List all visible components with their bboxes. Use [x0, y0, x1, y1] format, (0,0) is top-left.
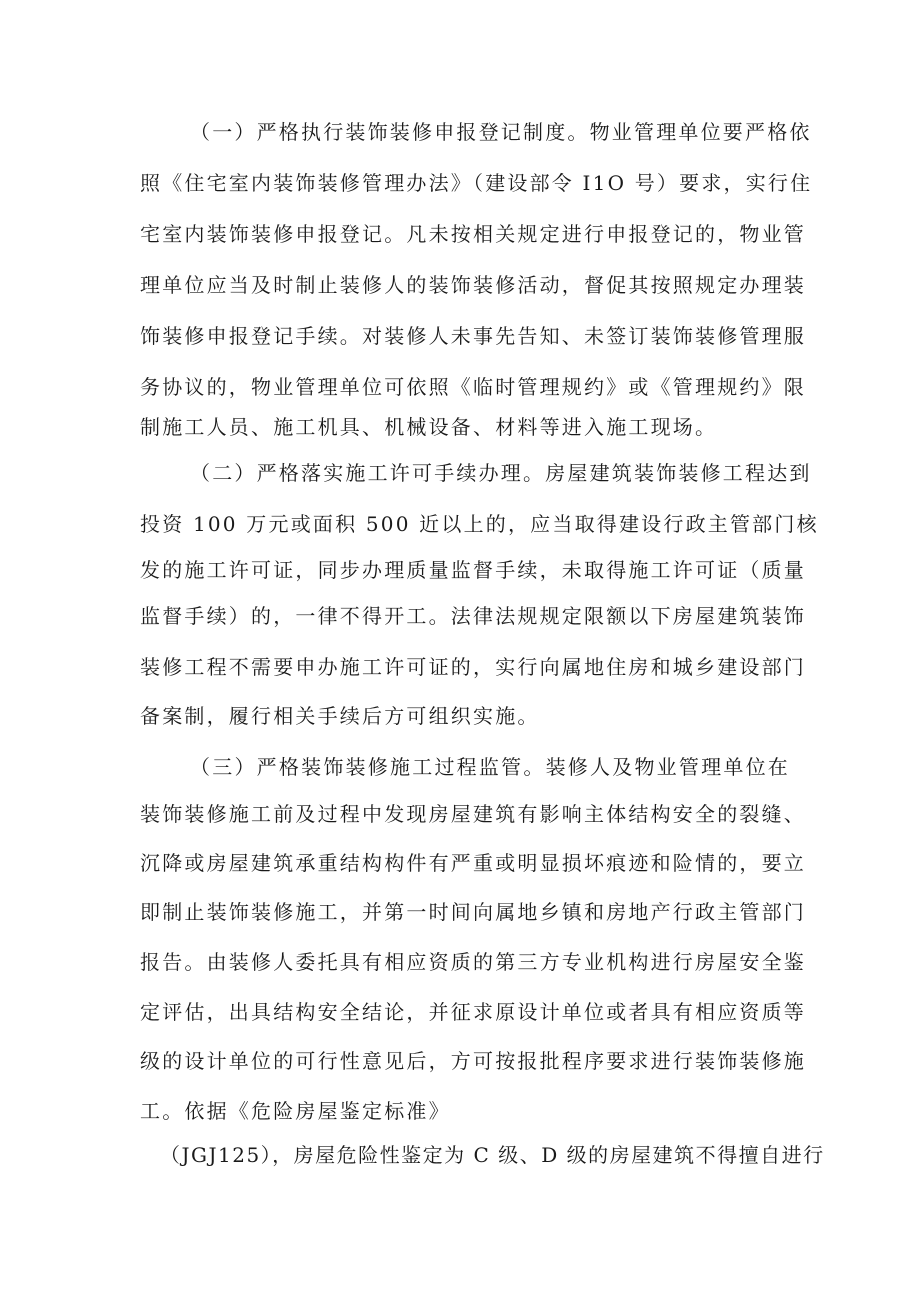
paragraph-3-line-2: 装饰装修施工前及过程中发现房屋建筑有影响主体结构安全的裂缝、: [140, 802, 806, 826]
paragraph-2-line-2: 投资 100 万元或面积 500 近以上的，应当取得建设行政主管部门核: [140, 512, 819, 536]
paragraph-3-line-4: 即制止装饰装修施工，并第一时间向属地乡镇和房地产行政主管部门: [140, 900, 806, 924]
paragraph-1-line-5: 饰装修申报登记手续。对装修人未事先告知、未签订装饰装修管理服: [140, 324, 806, 348]
paragraph-2-line-6: 备案制，履行相关手续后方可组织实施。: [140, 704, 540, 728]
paragraph-1-line-6: 务协议的，物业管理单位可依照《临时管理规约》或《管理规约》限: [140, 375, 806, 399]
paragraph-2-line-1: （二）严格落实施工许可手续办理。房屋建筑装饰装修工程达到: [190, 461, 812, 485]
paragraph-3-line-7: 级的设计单位的可行性意见后，方可按报批程序要求进行装饰装修施: [140, 1049, 806, 1073]
paragraph-3-line-5: 报告。由装修人委托具有相应资质的第三方专业机构进行房屋安全鉴: [140, 950, 806, 974]
paragraph-1-line-3: 宅室内装饰装修申报登记。凡未按相关规定进行申报登记的，物业管: [140, 222, 806, 246]
paragraph-2-line-5: 装修工程不需要申办施工许可证的，实行向属地住房和城乡建设部门: [140, 655, 806, 679]
paragraph-3-line-6: 定评估，出具结构安全结论，并征求原设计单位或者具有相应资质等: [140, 1000, 806, 1024]
paragraph-1-line-7: 制施工人员、施工机具、机械设备、材料等进入施工现场。: [140, 415, 718, 439]
paragraph-1-line-4: 理单位应当及时制止装修人的装饰装修活动，督促其按照规定办理装: [140, 273, 806, 297]
paragraph-2-line-3: 发的施工许可证，同步办理质量监督手续，未取得施工许可证（质量: [140, 558, 806, 582]
paragraph-3-line-9: （JGJ125），房屋危险性鉴定为 C 级、D 级的房屋建筑不得擅自进行: [160, 1143, 825, 1167]
paragraph-2-line-4: 监督手续）的，一律不得开工。法律法规规定限额以下房屋建筑装饰: [140, 604, 806, 628]
paragraph-1-line-1: （一）严格执行装饰装修申报登记制度。物业管理单位要严格依: [190, 120, 812, 144]
paragraph-3-line-8: 工。依据《危险房屋鉴定标准》: [140, 1099, 451, 1123]
paragraph-3-line-1: （三）严格装饰装修施工过程监管。装修人及物业管理单位在: [190, 755, 790, 779]
paragraph-1-line-2: 照《住宅室内装饰装修管理办法》（建设部令 I1O 号）要求，实行住: [140, 171, 813, 195]
paragraph-3-line-3: 沉降或房屋建筑承重结构构件有严重或明显损坏痕迹和险情的，要立: [140, 851, 806, 875]
